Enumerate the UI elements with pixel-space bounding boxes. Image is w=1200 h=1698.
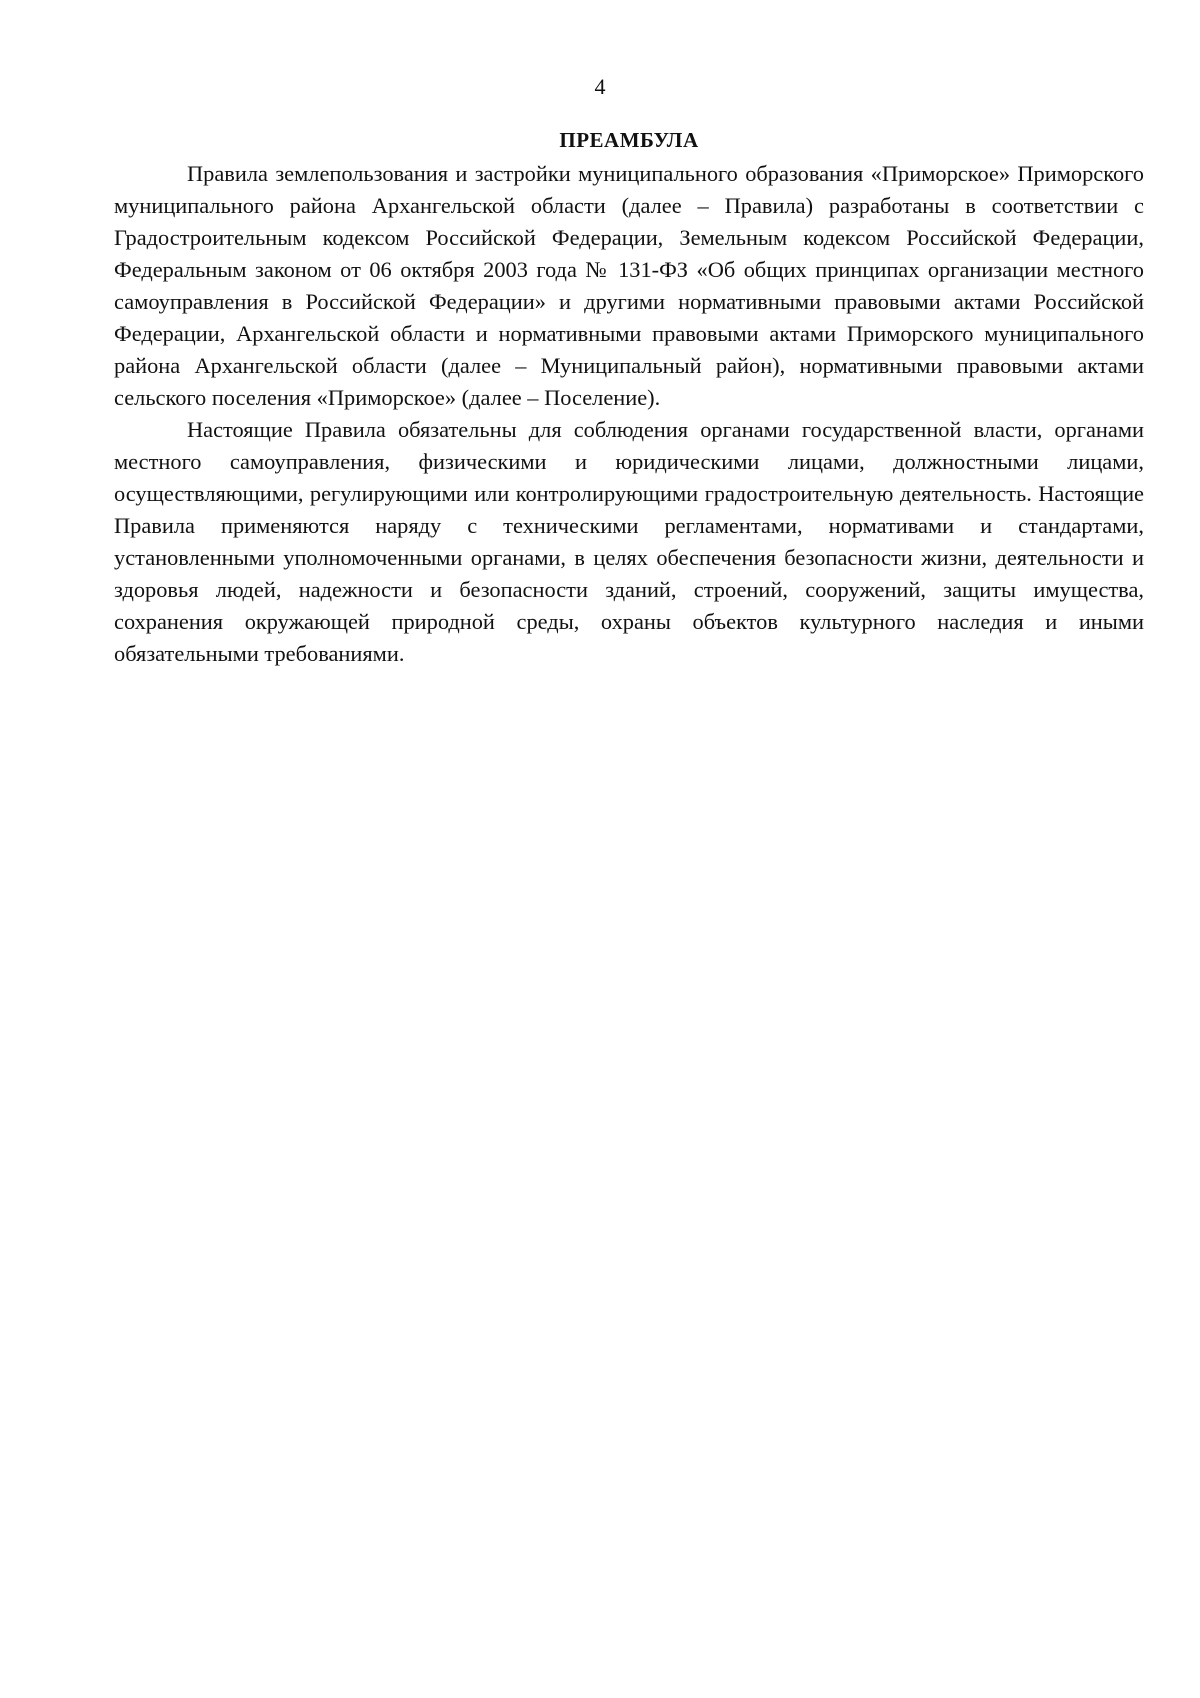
section-heading: ПРЕАМБУЛА xyxy=(559,128,699,152)
paragraph-preamble-obligations: Настоящие Правила обязательны для соблюдения органами государственной власти, органами местного самоуправления, физическими и юридическими лицами, должностными лицами, осуществляющими, регулирующими или контролирующими градостроительную деятельность. Настоящие Правила применяются наряду с техническими регламентами, нормативами и стандартами, установленными уполномоченными органами, в целях обеспечения безопасности жизни, деятельности и здоровья людей, надежности и безопасности зданий, строений, сооружений, защиты имущества, сохранения окружающей природной среды, охраны объектов культурного наследия и иными обязательными требованиями. xyxy=(114,417,1144,666)
paragraph-preamble-purpose: Правила землепользования и застройки муниципального образования «Приморское» Приморского муниципального района Архангельской области (далее – Правила) разработаны в соответствии с Градостроительным кодексом Российской Федерации, Земельным кодексом Российской Федерации, Федеральным законом от 06 октября 2003 года № 131-ФЗ «Об общих принципах организации местного самоуправления в Российской Федерации» и другими нормативными правовыми актами Российской Федерации, Архангельской области и нормативными правовыми актами Приморского муниципального района Архангельской области (далее – Муниципальный район), нормативными правовыми актами сельского поселения «Приморское» (далее – Поселение). xyxy=(114,161,1144,410)
page-number: 4 xyxy=(594,74,606,99)
document-body xyxy=(114,126,1144,670)
